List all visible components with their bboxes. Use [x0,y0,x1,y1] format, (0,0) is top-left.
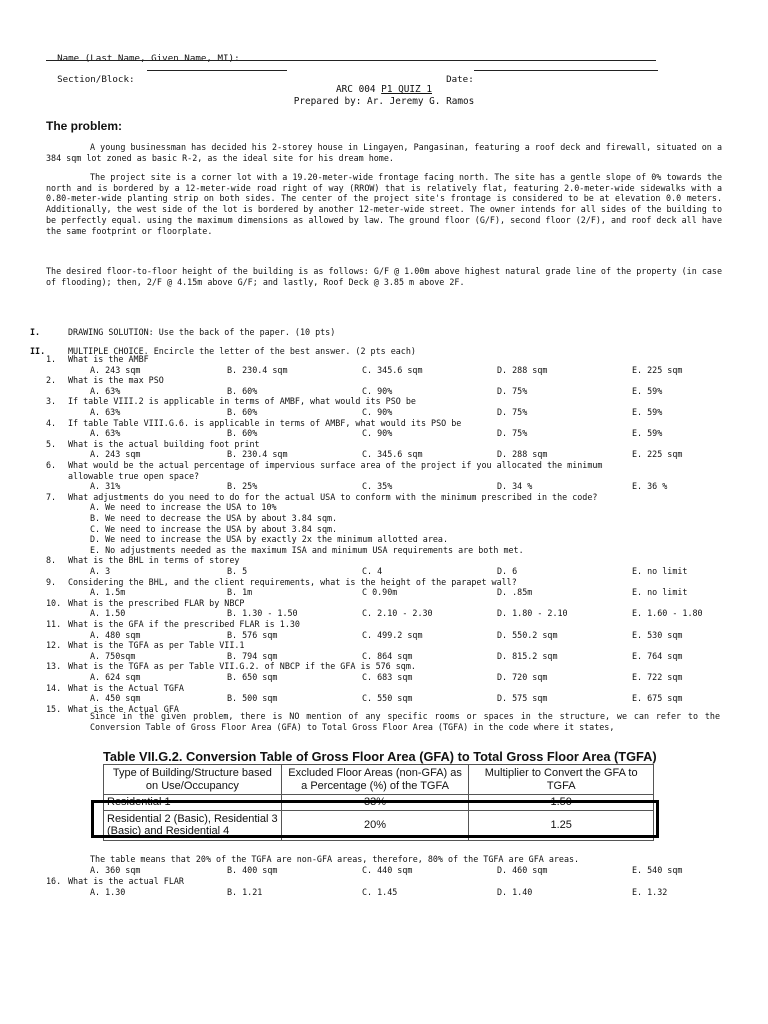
choice-c[interactable]: C. 90% [362,385,393,396]
question-number: 15. [46,703,62,714]
q15-choice-e[interactable]: E. 540 sqm [632,865,683,875]
question-text: What is the actual FLAR [68,876,184,886]
question-number: 1. [46,354,57,364]
choice-b[interactable]: B. We need to decrease the USA by about 3.84 sqm. [90,513,338,523]
question-text: What is the TGFA as per Table VII.1 [68,640,245,651]
question-number: 16. [46,876,62,886]
choice-b[interactable]: B. 5 [227,566,248,576]
choice-d[interactable]: D. 6 [497,566,518,576]
table-cell: 20% [281,810,469,840]
problem-paragraph-3: The desired floor-to-floor height of the building is as follows: G/F @ 1.00m above highest natural grade line of the property (in case of flooding); then, 2/F @ 4.15m above G/F; and lastly, Roof Deck @ 3.85 m above 2F. [46,266,722,287]
date-field-row [435,62,474,85]
choice-e[interactable]: E. 225 sqm [632,449,683,460]
table-header-cell: Multiplier to Convert the GFA to TGFA [469,765,654,795]
choice-a[interactable]: A. 450 sqm [90,693,141,704]
choice-c[interactable]: C. 2.10 - 2.30 [362,608,433,619]
question-text: What is the GFA if the prescribed FLAR is 1.30 [68,619,300,629]
choice-b[interactable]: B. 500 sqm [227,693,278,704]
choice-c[interactable]: C. 683 sqm [362,672,413,682]
question-7 [46,492,736,503]
choice-a[interactable]: A. 750sqm [90,650,136,661]
course-code: ARC 004 [336,84,376,95]
choice-b[interactable]: B. 650 sqm [227,672,278,682]
problem-paragraph-1: A young businessman has decided his 2-storey house in Lingayen, Pangasinan, featuring a roof deck and firewall, situated on a 384 sqm lot zoned as basic R-2, as the ideal site for his dream home. [46,142,722,163]
q15-explanation: Since in the given problem, there is NO mention of any specific rooms or spaces in the structure, we can refer to the Conversion Table of Gross Floor Area (GFA) to Total Gross Floor Area (TGFA) in the code where it states, [90,711,720,732]
choice-d[interactable]: D. 815.2 sqm [497,650,558,661]
choice-b[interactable]: B. 230.4 sqm [227,449,288,460]
choice-a[interactable]: A. 243 sqm [90,364,141,375]
question-6 [46,460,736,471]
problem-heading: The problem: [46,119,123,133]
table-header-cell: Type of Building/Structure based on Use/Occupancy [104,765,282,795]
table-cell: 1.25 [469,810,654,840]
q16-choice-b[interactable]: B. 1.21 [227,887,263,897]
choice-e[interactable]: E. no limit [632,587,688,598]
choice-b[interactable]: B. 794 sqm [227,650,278,661]
choice-a[interactable]: A. 1.5m [90,587,126,598]
question-11 [46,619,736,630]
question-text: What is the Actual GFA [68,703,179,714]
table-highlight-box [91,800,659,838]
question-text: If table Table VIII.G.6. is applicable in terms of AMBF, what would its PSO be [68,417,462,428]
question-number: 10. [46,597,62,608]
choice-c[interactable]: C. 345.6 sqm [362,364,423,375]
choice-e[interactable]: E. 675 sqm [632,693,683,704]
choice-d[interactable]: D. 75% [497,428,528,439]
section-underline[interactable] [147,62,287,71]
q15-choice-d[interactable]: D. 460 sqm [497,865,548,875]
q16-choice-e[interactable]: E. 1.32 [632,887,668,897]
choice-a[interactable]: A. 3 [90,566,111,576]
choice-d[interactable]: D. .85m [497,587,533,598]
table-header-row [104,765,654,795]
choice-c[interactable]: C. 90% [362,428,393,439]
q15-choice-a[interactable]: A. 360 sqm [90,865,141,875]
question-1 [46,354,736,365]
question-text: What is the Actual TGFA [68,682,184,693]
q15-choice-c[interactable]: C. 440 sqm [362,865,413,875]
question-number: 4. [46,417,57,428]
question-12 [46,640,736,651]
q16-choice-d[interactable]: D. 1.40 [497,887,533,897]
choice-a[interactable]: A. 31% [90,481,121,492]
choice-a[interactable]: A. 243 sqm [90,449,141,460]
choice-c[interactable]: C. 499.2 sqm [362,629,423,640]
choice-e[interactable]: E. 36 % [632,481,668,492]
choice-d[interactable]: D. 75% [497,385,528,396]
choice-b[interactable]: B. 1.30 - 1.50 [227,608,298,619]
question-number: 7. [46,491,57,502]
choice-c[interactable]: C 0.90m [362,587,398,598]
question-number: 3. [46,396,57,407]
choice-c[interactable]: C. We need to increase the USA by about 3.84 sqm. [90,523,338,534]
choice-a[interactable]: A. 480 sqm [90,629,141,640]
question-number: 2. [46,375,57,386]
choice-e[interactable]: E. 225 sqm [632,364,683,375]
choice-e[interactable]: E. no limit [632,566,688,576]
q16-choice-c[interactable]: C. 1.45 [362,887,398,897]
question-text: What is the prescribed FLAR by NBCP [68,597,245,608]
section-field-row [46,62,135,85]
prepared-by: Prepared by: Ar. Jeremy G. Ramos [293,96,475,107]
problem-paragraph-2: The project site is a corner lot with a 19.20-meter-wide frontage facing north. The site has a gentle slope of 0% towards the north and is bordered by a 12-meter-wide road right of way (RROW) that is relatively flat, featuring 2.0-meter-wide sidewalks with a 0.80-meter-wide planting strip on both sides. The center of the project site's frontage is considered to be at elevation 0.0 meters. Additionally, the west side of the lot is bordered by another 12-meter-wide street. The owner intends for all sides of the building to be perfectly equal. using the maximum dimensions as allowed by law. The ground floor (G/F), second floor (2/F), and roof deck all have the same footprint or floorplate. [46,172,722,236]
question-9 [46,577,736,588]
question-13 [46,661,736,672]
choice-c[interactable]: C. 90% [362,407,393,417]
question-number: 12. [46,640,62,651]
quiz-name: P1 QUIZ 1 [381,84,432,95]
choice-d[interactable]: D. 575 sqm [497,693,548,704]
choice-d[interactable]: D. 34 % [497,481,533,492]
question-number: 8. [46,555,57,566]
choice-b[interactable]: B. 60% [227,407,258,417]
table-cell: Residential 1 [104,795,282,811]
question-text: What is the max PSO [68,375,164,386]
question-text: Considering the BHL, and the client requirements, what is the height of the parapet wall? [68,576,517,587]
q16-choice-a[interactable]: A. 1.30 [90,887,126,897]
question-8 [46,555,736,566]
question-5 [46,439,736,450]
choice-e[interactable]: E. 59% [632,407,663,417]
table-header-cell: Excluded Floor Areas (non-GFA) as a Percentage (%) of the TGFA [281,765,469,795]
choice-c[interactable]: C. 4 [362,566,383,576]
question-text: What adjustments do you need to do for the actual USA to conform with the minimum prescribed in the code? [68,491,598,502]
question-continuation: allowable true open space? [68,470,200,481]
choice-b[interactable]: B. 576 sqm [227,629,278,640]
choice-e[interactable]: E. 530 sqm [632,629,683,640]
choice-e[interactable]: E. 59% [632,428,663,439]
question-14 [46,683,736,694]
choice-b[interactable]: B. 230.4 sqm [227,364,288,375]
choice-e[interactable]: E. 1.60 - 1.80 [632,608,703,619]
choice-d[interactable]: D. We need to increase the USA by exactly 2x the minimum allotted area. [90,534,448,545]
choice-a[interactable]: A. 63% [90,428,121,439]
section-drawing: I. DRAWING SOLUTION: Use the back of the paper. (10 pts) [30,326,336,337]
choice-e[interactable]: E. No adjustments needed as the maximum ISA and minimum USA requirements are both met. [90,544,524,555]
table-cell: 1.50 [469,795,654,811]
choice-d[interactable]: D. 1.80 - 2.10 [497,608,568,619]
after-table-note: The table means that 20% of the TGFA are non-GFA areas, therefore, 80% of the TGFA are GFA areas. [90,854,580,864]
choice-e[interactable]: E. 59% [632,385,663,396]
choice-d[interactable]: D. 550.2 sqm [497,629,558,640]
question-16 [46,876,736,887]
date-label: Date: [446,73,474,85]
question-text: What is the AMBF [68,354,149,364]
choice-a[interactable]: A. 1.50 [90,608,126,619]
quiz-title [0,84,768,96]
choice-d[interactable]: D. 288 sqm [497,364,548,375]
choice-e[interactable]: E. 722 sqm [632,672,683,682]
section-multiple-choice: II. MULTIPLE CHOICE. Encircle the letter of the best answer. (2 pts each) [30,345,416,356]
question-number: 5. [46,438,57,449]
choice-d[interactable]: D. 288 sqm [497,449,548,460]
choice-a[interactable]: A. 63% [90,407,121,417]
choice-a[interactable]: A. 624 sqm [90,672,141,682]
question-text: What is the TGFA as per Table VII.G.2. of NBCP if the GFA is 576 sqm. [68,661,416,672]
question-2 [46,375,736,386]
question-10 [46,598,736,609]
date-underline[interactable] [474,62,658,71]
question-number: 11. [46,619,62,629]
choice-a[interactable]: A. 63% [90,385,121,396]
choice-b[interactable]: B. 60% [227,385,258,396]
choice-b[interactable]: B. 1m [227,587,253,598]
table-cell: 33% [281,795,469,811]
question-text: What is the actual building foot print [68,438,260,449]
question-number: 9. [46,576,57,587]
name-underline[interactable] [46,52,656,61]
choice-b[interactable]: B. 60% [227,428,258,439]
question-number: 13. [46,661,62,672]
choice-c[interactable]: C. 35% [362,481,393,492]
q15-choice-b[interactable]: B. 400 sqm [227,865,278,875]
choice-e[interactable]: E. 764 sqm [632,650,683,661]
question-number: 14. [46,682,62,693]
choice-d[interactable]: D. 75% [497,407,528,417]
table-cell: Residential 2 (Basic), Residential 3 (Basic) and Residential 4 [104,810,282,840]
choice-c[interactable]: C. 864 sqm [362,650,413,661]
choice-c[interactable]: C. 550 sqm [362,693,413,704]
table-title: Table VII.G.2. Conversion Table of Gross Floor Area (GFA) to Total Gross Floor Area (TGFA) [103,749,657,764]
choice-b[interactable]: B. 25% [227,481,258,492]
choice-c[interactable]: C. 345.6 sqm [362,449,423,460]
question-number: 6. [46,460,57,470]
question-text: What is the BHL in terms of storey [68,555,240,566]
question-text: If table VIII.2 is applicable in terms of AMBF, what would its PSO be [68,396,416,407]
question-text: What would be the actual percentage of impervious surface area of the project if you allocated the minimum [68,460,603,470]
question-4 [46,418,736,429]
question-3 [46,396,736,407]
section-label: Section/Block: [57,73,135,85]
name-label: Name (Last Name, Given Name, MI): [57,52,240,64]
choice-d[interactable]: D. 720 sqm [497,672,548,682]
choice-a[interactable]: A. We need to increase the USA to 10% [90,502,277,513]
